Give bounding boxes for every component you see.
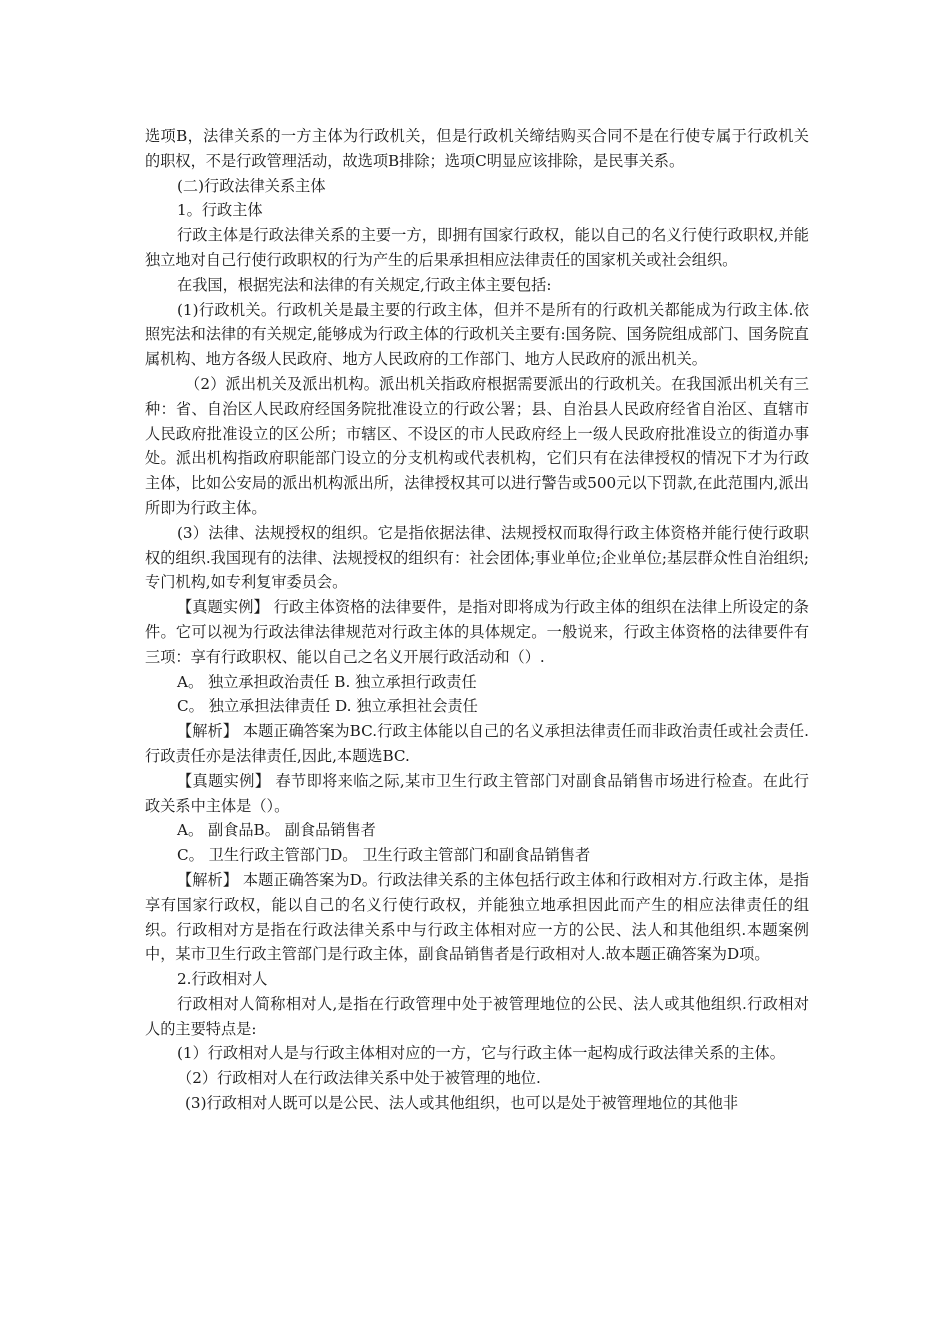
heading-admin-subject: 1。行政主体 <box>177 201 263 220</box>
paragraph-admin-subject-definition: 行政主体是行政法律关系的主要一方，即拥有国家行政权，能以自己的名义行使行政职权,并能独立地对自己行使行政职权的行为产生的后果承担相应法律责任的国家机关或社会组织。 <box>145 226 809 269</box>
paragraph-exam-question-2: 【真题实例】 春节即将来临之际,某市卫生行政主管部门对副食品销售市场进行检查。在此行政关系中主体是（）。 <box>145 771 809 815</box>
paragraph-admin-subject-intro: 在我国，根据宪法和法律的有关规定,行政主体主要包括: <box>177 275 552 294</box>
paragraph-counterpart-feature-1: (1）行政相对人是与行政主体相对应的一方，它与行政主体一起构成行政法律关系的主体。 <box>177 1044 785 1063</box>
paragraph-exam-question-1: 【真题实例】 行政主体资格的法律要件，是指对即将成为行政主体的组织在法律上所设定的条件。它可以视为行政法律法律规范对行政主体的具体规定。一般说来，行政主体资格的法律要件有三项：享有行政职权、能以自己之名义开展行政活动和（）. <box>145 598 809 666</box>
paragraph-counterpart-definition: 行政相对人简称相对人,是指在行政管理中处于被管理地位的公民、法人或其他组织.行政相对人的主要特点是: <box>145 994 809 1038</box>
paragraph-intro-option-b: 选项B，法律关系的一方主体为行政机关，但是行政机关缔结购买合同不是在行使专属于行政机关的职权，不是行政管理活动，故选项B排除；选项C明显应该排除，是民事关系。 <box>145 127 809 170</box>
paragraph-authorized-organizations: (3）法律、法规授权的组织。它是指依据法律、法规授权而取得行政主体资格并能行使行政职权的组织.我国现有的法律、法规授权的组织有：社会团体;事业单位;企业单位;基层群众性自治组织;专门机构,如专利复审委员会。 <box>145 523 809 592</box>
question-2-analysis: 【解析】 本题正确答案为D。行政法律关系的主体包括行政主体和行政相对方.行政主体，是指享有国家行政权，能以自己的名义行使行政权，并能独立地承担因此而产生的相应法律责任的组织。行政相对方是指在行政法律关系中与行政主体相对应一方的公民、法人和其他组织.本题案例中，某市卫生行政主管部门是行政主体，副食品销售者是行政相对人.故本题正确答案为D项。 <box>145 870 809 964</box>
heading-admin-legal-relation-subjects: (二)行政法律关系主体 <box>177 176 326 195</box>
document-body <box>145 124 809 1116</box>
paragraph-counterpart-feature-2: （2）行政相对人在行政法律关系中处于被管理的地位. <box>177 1069 541 1088</box>
question-2-options-ab: A。 副食品B。 副食品销售者 <box>177 821 376 840</box>
question-1-analysis: 【解析】 本题正确答案为BC.行政主体能以自己的名义承担法律责任而非政治责任或社会责任.行政责任亦是法律责任,因此,本题选BC. <box>145 722 809 765</box>
question-1-options-ab: A。 独立承担政治责任 B. 独立承担行政责任 <box>177 672 477 691</box>
paragraph-dispatched-organs: （2）派出机关及派出机构。派出机关指政府根据需要派出的行政机关。在我国派出机关有三种：省、自治区人民政府经国务院批准设立的行政公署；县、自治县人民政府经省自治区、直辖市人民政府批准设立的区公所；市辖区、不设区的市人民政府经上一级人民政府批准设立的街道办事处。派出机构指政府职能部门设立的分支机构或代表机构，它们只有在法律授权的情况下才为行政主体，比如公安局的派出机构派出所，法律授权其可以进行警告或500元以下罚款,在此范围内,派出所即为行政主体。 <box>145 374 809 517</box>
heading-admin-counterpart: 2.行政相对人 <box>177 970 268 989</box>
paragraph-counterpart-feature-3: (3)行政相对人既可以是公民、法人或其他组织，也可以是处于被管理地位的其他非 <box>185 1094 739 1113</box>
question-1-options-cd: C。 独立承担法律责任 D. 独立承担社会责任 <box>177 697 478 716</box>
question-2-options-cd: C。 卫生行政主管部门D。 卫生行政主管部门和副食品销售者 <box>177 846 591 865</box>
paragraph-admin-organs: (1)行政机关。行政机关是最主要的行政主体，但并不是所有的行政机关都能成为行政主体.依照宪法和法律的有关规定,能够成为行政主体的行政机关主要有:国务院、国务院组成部门、国务院直属机构、地方各级人民政府、地方人民政府的工作部门、地方人民政府的派出机关。 <box>145 300 809 369</box>
